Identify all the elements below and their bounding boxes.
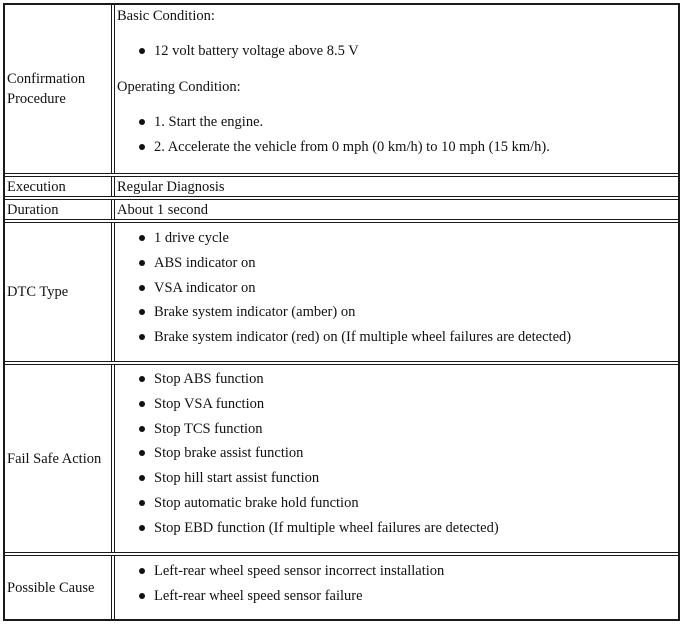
list-item: 12 volt battery voltage above 8.5 V — [137, 41, 359, 61]
row-fail-safe-action — [5, 365, 678, 553]
row-execution — [5, 177, 678, 197]
list-item: Stop automatic brake hold function — [137, 493, 499, 513]
possible-cause-list — [137, 561, 444, 611]
label-dtc-type: DTC Type — [7, 284, 69, 300]
list-item: VSA indicator on — [137, 278, 571, 298]
cell-dtc-type — [115, 223, 678, 361]
cell-confirmation-procedure — [115, 5, 678, 173]
list-item: Stop TCS function — [137, 419, 499, 439]
value-execution: Regular Diagnosis — [117, 179, 225, 195]
list-item: 1. Start the engine. — [137, 112, 550, 132]
list-item: Left-rear wheel speed sensor incorrect installation — [137, 561, 444, 581]
cell-fail-safe-action — [115, 365, 678, 552]
dtc-info-table — [3, 3, 680, 621]
row-duration — [5, 200, 678, 220]
row-possible-cause — [5, 556, 678, 619]
list-item: 2. Accelerate the vehicle from 0 mph (0 km/h) to 10 mph (15 km/h). — [137, 137, 550, 157]
label-duration: Duration — [7, 201, 59, 218]
dtc-type-list — [137, 228, 571, 352]
operating-condition-list — [137, 112, 550, 162]
list-item: Stop hill start assist function — [137, 468, 499, 488]
label-possible-cause: Possible Cause — [7, 579, 95, 596]
list-item: Stop brake assist function — [137, 443, 499, 463]
operating-condition-heading: Operating Condition: — [117, 79, 241, 95]
list-item: Stop EBD function (If multiple wheel failures are detected) — [137, 518, 499, 538]
cell-possible-cause — [115, 556, 678, 619]
list-item: Stop VSA function — [137, 394, 499, 414]
basic-condition-list — [137, 41, 359, 66]
label-confirmation-procedure: Confirmation Procedure — [7, 71, 86, 107]
fail-safe-action-list — [137, 369, 499, 543]
row-confirmation-procedure — [5, 5, 678, 174]
list-item: Brake system indicator (red) on (If multiple wheel failures are detected) — [137, 327, 571, 347]
row-dtc-type — [5, 223, 678, 362]
basic-condition-heading: Basic Condition: — [117, 8, 215, 24]
list-item: 1 drive cycle — [137, 228, 571, 248]
label-execution: Execution — [7, 178, 66, 195]
label-fail-safe-action: Fail Safe Action — [7, 450, 102, 467]
list-item: ABS indicator on — [137, 253, 571, 273]
list-item: Stop ABS function — [137, 369, 499, 389]
list-item: Brake system indicator (amber) on — [137, 302, 571, 322]
value-duration: About 1 second — [117, 202, 209, 218]
list-item: Left-rear wheel speed sensor failure — [137, 586, 444, 606]
